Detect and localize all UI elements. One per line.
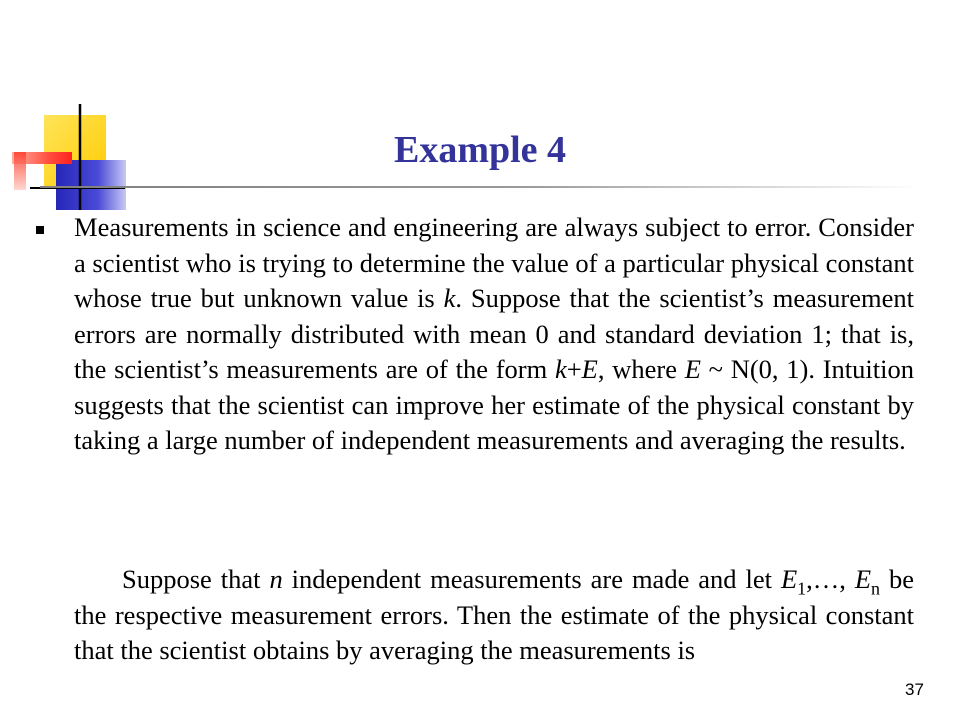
paragraph-text: Suppose that — [122, 564, 270, 594]
paragraph-text: be the respective measurement errors. Then the estimate of the physical constant that the scientist obtains by averaging the measurements is — [74, 564, 914, 665]
slide-title: Example 4 — [393, 129, 567, 171]
paragraph-text: . Suppose that the scientist’s measurement errors are normally distributed with mean 0 and standard deviation 1; that is, the scientist’s measurements are of the form — [74, 283, 914, 384]
paragraph-text: ,…, — [806, 564, 855, 594]
paragraph-text: independent measurements are made and let — [282, 564, 781, 594]
second-paragraph — [74, 562, 914, 669]
bullet-icon — [36, 226, 44, 234]
subscript-n: n — [871, 578, 881, 599]
bullet-paragraph — [74, 210, 914, 459]
paragraph-text: , where — [597, 354, 685, 384]
variable-e: E — [581, 354, 598, 384]
page-number: 37 — [905, 680, 924, 699]
paragraph-text: Measurements in science and engineering are always subject to error. Consider a scientist who is trying to determine the value of a particular physical constant whose true but unknown value is — [74, 212, 914, 313]
title-divider — [40, 186, 920, 188]
variable-k: k — [554, 354, 567, 384]
variable-k: k — [443, 283, 456, 313]
variable-e: E — [684, 354, 701, 384]
variable-n: n — [269, 564, 283, 594]
subscript-1: 1 — [797, 578, 807, 599]
paragraph-text: ~ N(0, 1). Intuition suggests that the scientist can improve her estimate of the physical constant by taking a large number of independent measurements and averaging the results. — [74, 354, 914, 455]
plus-sign: + — [566, 354, 582, 384]
variable-e: E — [780, 564, 798, 594]
variable-e: E — [854, 564, 872, 594]
